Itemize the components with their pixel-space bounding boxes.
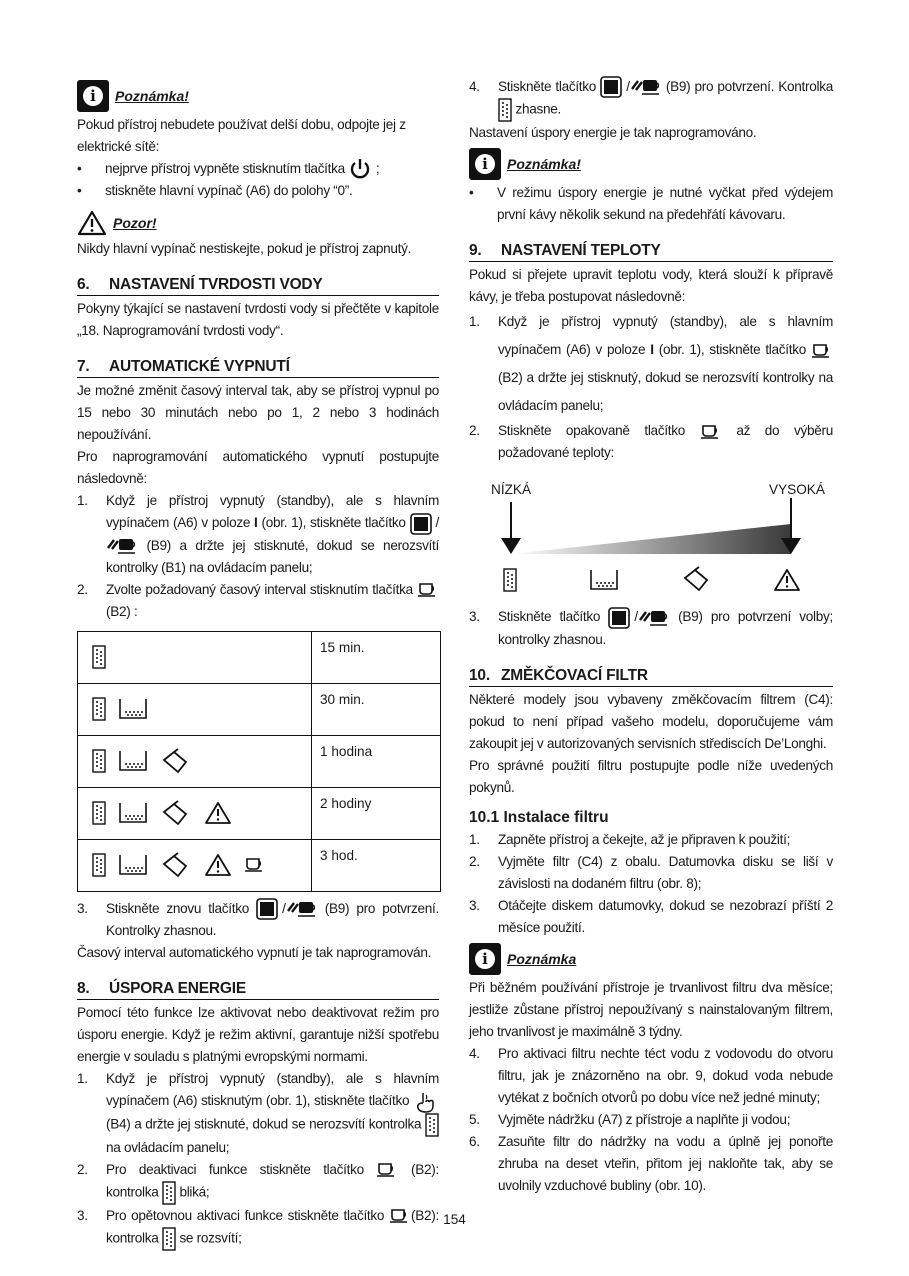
table-cell: 1 hodina xyxy=(312,735,441,787)
section-heading: 7. AUTOMATICKÉ VYPNUTÍ xyxy=(77,358,439,378)
coffee-button-icon xyxy=(256,898,282,920)
numbered-item: 2. Pro deaktivaci funkce stiskněte tlačítko (B2): kontrolka bliká; xyxy=(77,1159,439,1205)
energy-saving-icon xyxy=(503,568,517,592)
numbered-item: 3. Stiskněte znovu tlačítko / (B9) pro potvrzení. Kontrolky zhasnou. xyxy=(77,898,439,942)
table-cell: 2 hodiny xyxy=(312,787,441,839)
paragraph: Časový interval automatického vypnutí je tak naprogramován. xyxy=(77,945,432,961)
numbered-item: 2. Stiskněte opakovaně tlačítko až do výběru požadované teploty: xyxy=(469,423,833,461)
note-heading xyxy=(469,943,833,975)
table-row xyxy=(78,839,441,891)
table-row xyxy=(78,787,441,839)
tray-icon xyxy=(118,853,148,877)
coffee-button-icon xyxy=(410,513,436,535)
energy-saving-icon xyxy=(92,853,106,877)
note-heading xyxy=(77,80,439,112)
numbered-item: 3. Otáčejte diskem datumovky, dokud se nezobrazí příští 2 měsíce použití. xyxy=(469,897,833,935)
paragraph: Je možné změnit časový interval tak, aby se přístroj vypnul po 15 nebo 30 minutách nebo po 1, 2 nebo 3 hodinách nepoužívání. xyxy=(77,383,439,443)
section-heading: 6. NASTAVENÍ TVRDOSTI VODY xyxy=(77,276,439,296)
power-icon xyxy=(348,158,372,180)
numbered-item: 6. Zasuňte filtr do nádržky na vodu a úplně jej ponořte zhruba na deset vteřin, přitom jej nakloňte tak, aby se uvolnily vzduchové bubliny (obr. 10). xyxy=(469,1133,833,1193)
note-label: Poznámka xyxy=(507,950,577,967)
bullet-item: • V režimu úspory energie je nutné vyčkat před výdejem první kávy několik sekund na předehřátí kávovaru. xyxy=(469,185,833,223)
table-cell: 3 hod. xyxy=(312,839,441,891)
info-icon: i xyxy=(469,148,501,180)
note-label: Poznámka! xyxy=(507,156,581,173)
energy-saving-icon xyxy=(92,749,106,773)
paragraph: Nastavení úspory energie je tak naprogramováno. xyxy=(469,125,757,141)
double-coffee-icon xyxy=(106,536,138,556)
numbered-item: 3. Pro opětovnou aktivaci funkce stiskněte tlačítko (B2): kontrolka se rozsvítí; xyxy=(77,1205,439,1251)
paragraph: Pokud si přejete upravit teplotu vody, která slouží k přípravě kávy, je třeba postupovat následovně: xyxy=(469,267,833,305)
note-label: Poznámka! xyxy=(115,88,189,104)
cup-icon xyxy=(811,343,833,359)
numbered-item: 1. Zapněte přístroj a čekejte, až je připraven k použití; xyxy=(469,831,791,847)
alarm-icon xyxy=(204,853,232,877)
numbered-item: 1. Když je přístroj vypnutý (standby), ale s hlavním vypínačem (A6) stisknutým (obr. 1), stiskněte tlačítko (B4) a držte jej stisknuté, dokud se nerozsvítí kontrolka na ovládacím panelu; xyxy=(77,1071,439,1155)
descale-icon xyxy=(160,748,192,774)
table-cell: 15 min. xyxy=(312,631,441,683)
numbered-item: 1. Když je přístroj vypnutý (standby), ale s hlavním vypínačem (A6) v poloze I (obr. 1), stiskněte tlačítko / (B9) a držte jej stisknuté, dokud se nerozsvítí kontrolky (B1) na ovládacím panelu; xyxy=(77,493,440,575)
subsection-heading: 10.1 Instalace filtru xyxy=(469,808,609,826)
coffee-button-icon xyxy=(600,76,626,98)
warning-icon xyxy=(77,210,107,236)
bullet-item: • nejprve přístroj vypněte stisknutím tlačítka ; xyxy=(77,158,439,180)
bullet-item: • stiskněte hlavní vypínač (A6) do polohy “0”. xyxy=(77,183,353,199)
warning-label: Pozor! xyxy=(113,215,157,232)
paragraph: Pro správné použití filtru postupujte podle níže uvedených pokynů. xyxy=(469,757,833,795)
paragraph: Pomocí této funkce lze aktivovat nebo deaktivovat režim pro úsporu energie. Když je režim aktivní, garantuje nižší spotřebu energie v souladu s platnými evropskými normami. xyxy=(77,1005,439,1065)
numbered-item: 4. Pro aktivaci filtru nechte téct vodu z vodovodu do otvoru filtru, jak je znázorněno na obr. 9, dokud voda nebude vytékat z bočních otvorů po dobu více než jedné minuty; xyxy=(469,1045,833,1105)
descale-icon xyxy=(160,852,192,878)
page-number: 154 xyxy=(443,1212,466,1227)
descale-icon xyxy=(160,800,192,826)
low-label: NÍZKÁ xyxy=(491,482,532,498)
tray-icon xyxy=(118,801,148,825)
paragraph: Pro naprogramování automatického vypnutí postupujte následovně: xyxy=(77,449,439,487)
energy-saving-icon xyxy=(498,98,512,122)
table-row xyxy=(78,683,441,735)
double-coffee-icon xyxy=(638,608,670,628)
section-heading: 10. ZMĚKČOVACÍ FILTR xyxy=(469,667,833,687)
numbered-item: 5. Vyjměte nádržku (A7) z přístroje a naplňte ji vodou; xyxy=(469,1111,791,1127)
right-column xyxy=(469,76,833,1197)
energy-saving-icon xyxy=(162,1181,176,1205)
temperature-diagram xyxy=(469,482,833,600)
tray-icon xyxy=(589,568,619,592)
paragraph: Pokyny týkající se nastavení tvrdosti vody si přečtěte v kapitole „18. Naprogramování tvrdosti vody“. xyxy=(77,301,439,339)
cup-icon xyxy=(244,857,266,873)
section-heading: 8. ÚSPORA ENERGIE xyxy=(77,980,439,1000)
numbered-item: 2. Vyjměte filtr (C4) z obalu. Datumovka disku se liší v závislosti na dodaném filtru (obr. 8); xyxy=(469,853,833,891)
energy-saving-icon xyxy=(162,1227,176,1251)
tray-icon xyxy=(118,697,148,721)
energy-saving-icon xyxy=(92,801,106,825)
numbered-item: 1. Když je přístroj vypnutý (standby), ale s hlavním vypínačem (A6) v poloze I (obr. 1), stiskněte tlačítko (B2) a držte jej stisknutý, dokud se nerozsvítí kontrolky na ovládacím panelu; xyxy=(469,314,833,414)
descale-icon xyxy=(681,566,713,592)
note-text: Pokud přístroj nebudete používat delší dobu, odpojte jej z elektrické sítě: xyxy=(77,117,406,154)
hand-touch-icon xyxy=(413,1091,439,1113)
left-column xyxy=(77,76,439,1251)
warning-heading xyxy=(77,210,439,236)
table-row xyxy=(78,735,441,787)
table-row xyxy=(78,631,441,683)
section-heading: 9. NASTAVENÍ TEPLOTY xyxy=(469,242,833,262)
table-cell: 30 min. xyxy=(312,683,441,735)
high-label: VYSOKÁ xyxy=(769,482,825,498)
numbered-item: 4. Stiskněte tlačítko / (B9) pro potvrzení. Kontrolka zhasne. xyxy=(469,76,833,122)
warning-text: Nikdy hlavní vypínač nestiskejte, pokud je přístroj zapnutý. xyxy=(77,241,412,257)
cup-icon xyxy=(376,1162,398,1178)
numbered-item: 3. Stiskněte tlačítko / (B9) pro potvrzení volby; kontrolky zhasnou. xyxy=(469,606,833,650)
tray-icon xyxy=(118,749,148,773)
paragraph: Některé modely jsou vybaveny změkčovacím filtrem (C4): pokud to není případ vašeho modelu, doporučujeme vám zakoupit jej v autorizovaných servisních střediscích De’Longhi. xyxy=(469,691,833,751)
alarm-icon xyxy=(773,568,801,592)
energy-saving-icon xyxy=(425,1113,439,1137)
info-icon: i xyxy=(77,80,109,112)
coffee-button-icon xyxy=(608,607,634,629)
energy-saving-icon xyxy=(92,645,106,669)
cup-icon xyxy=(700,424,722,440)
note-text: Při běžném používání přístroje je trvanlivost filtru dva měsíce; jestliže zůstane přístroj nepoužívaný s nainstalovaným filtrem, jeho trvanlivost je maximálně 3 týdny. xyxy=(469,979,833,1039)
cup-icon xyxy=(417,582,439,598)
energy-saving-icon xyxy=(92,697,106,721)
numbered-item: 2. Zvolte požadovaný časový interval stisknutím tlačítka (B2) : xyxy=(77,579,439,623)
double-coffee-icon xyxy=(286,899,318,919)
double-coffee-icon xyxy=(630,77,662,97)
note-heading xyxy=(469,148,833,180)
alarm-icon xyxy=(204,801,232,825)
info-icon: i xyxy=(469,943,501,975)
time-interval-table xyxy=(77,631,441,892)
